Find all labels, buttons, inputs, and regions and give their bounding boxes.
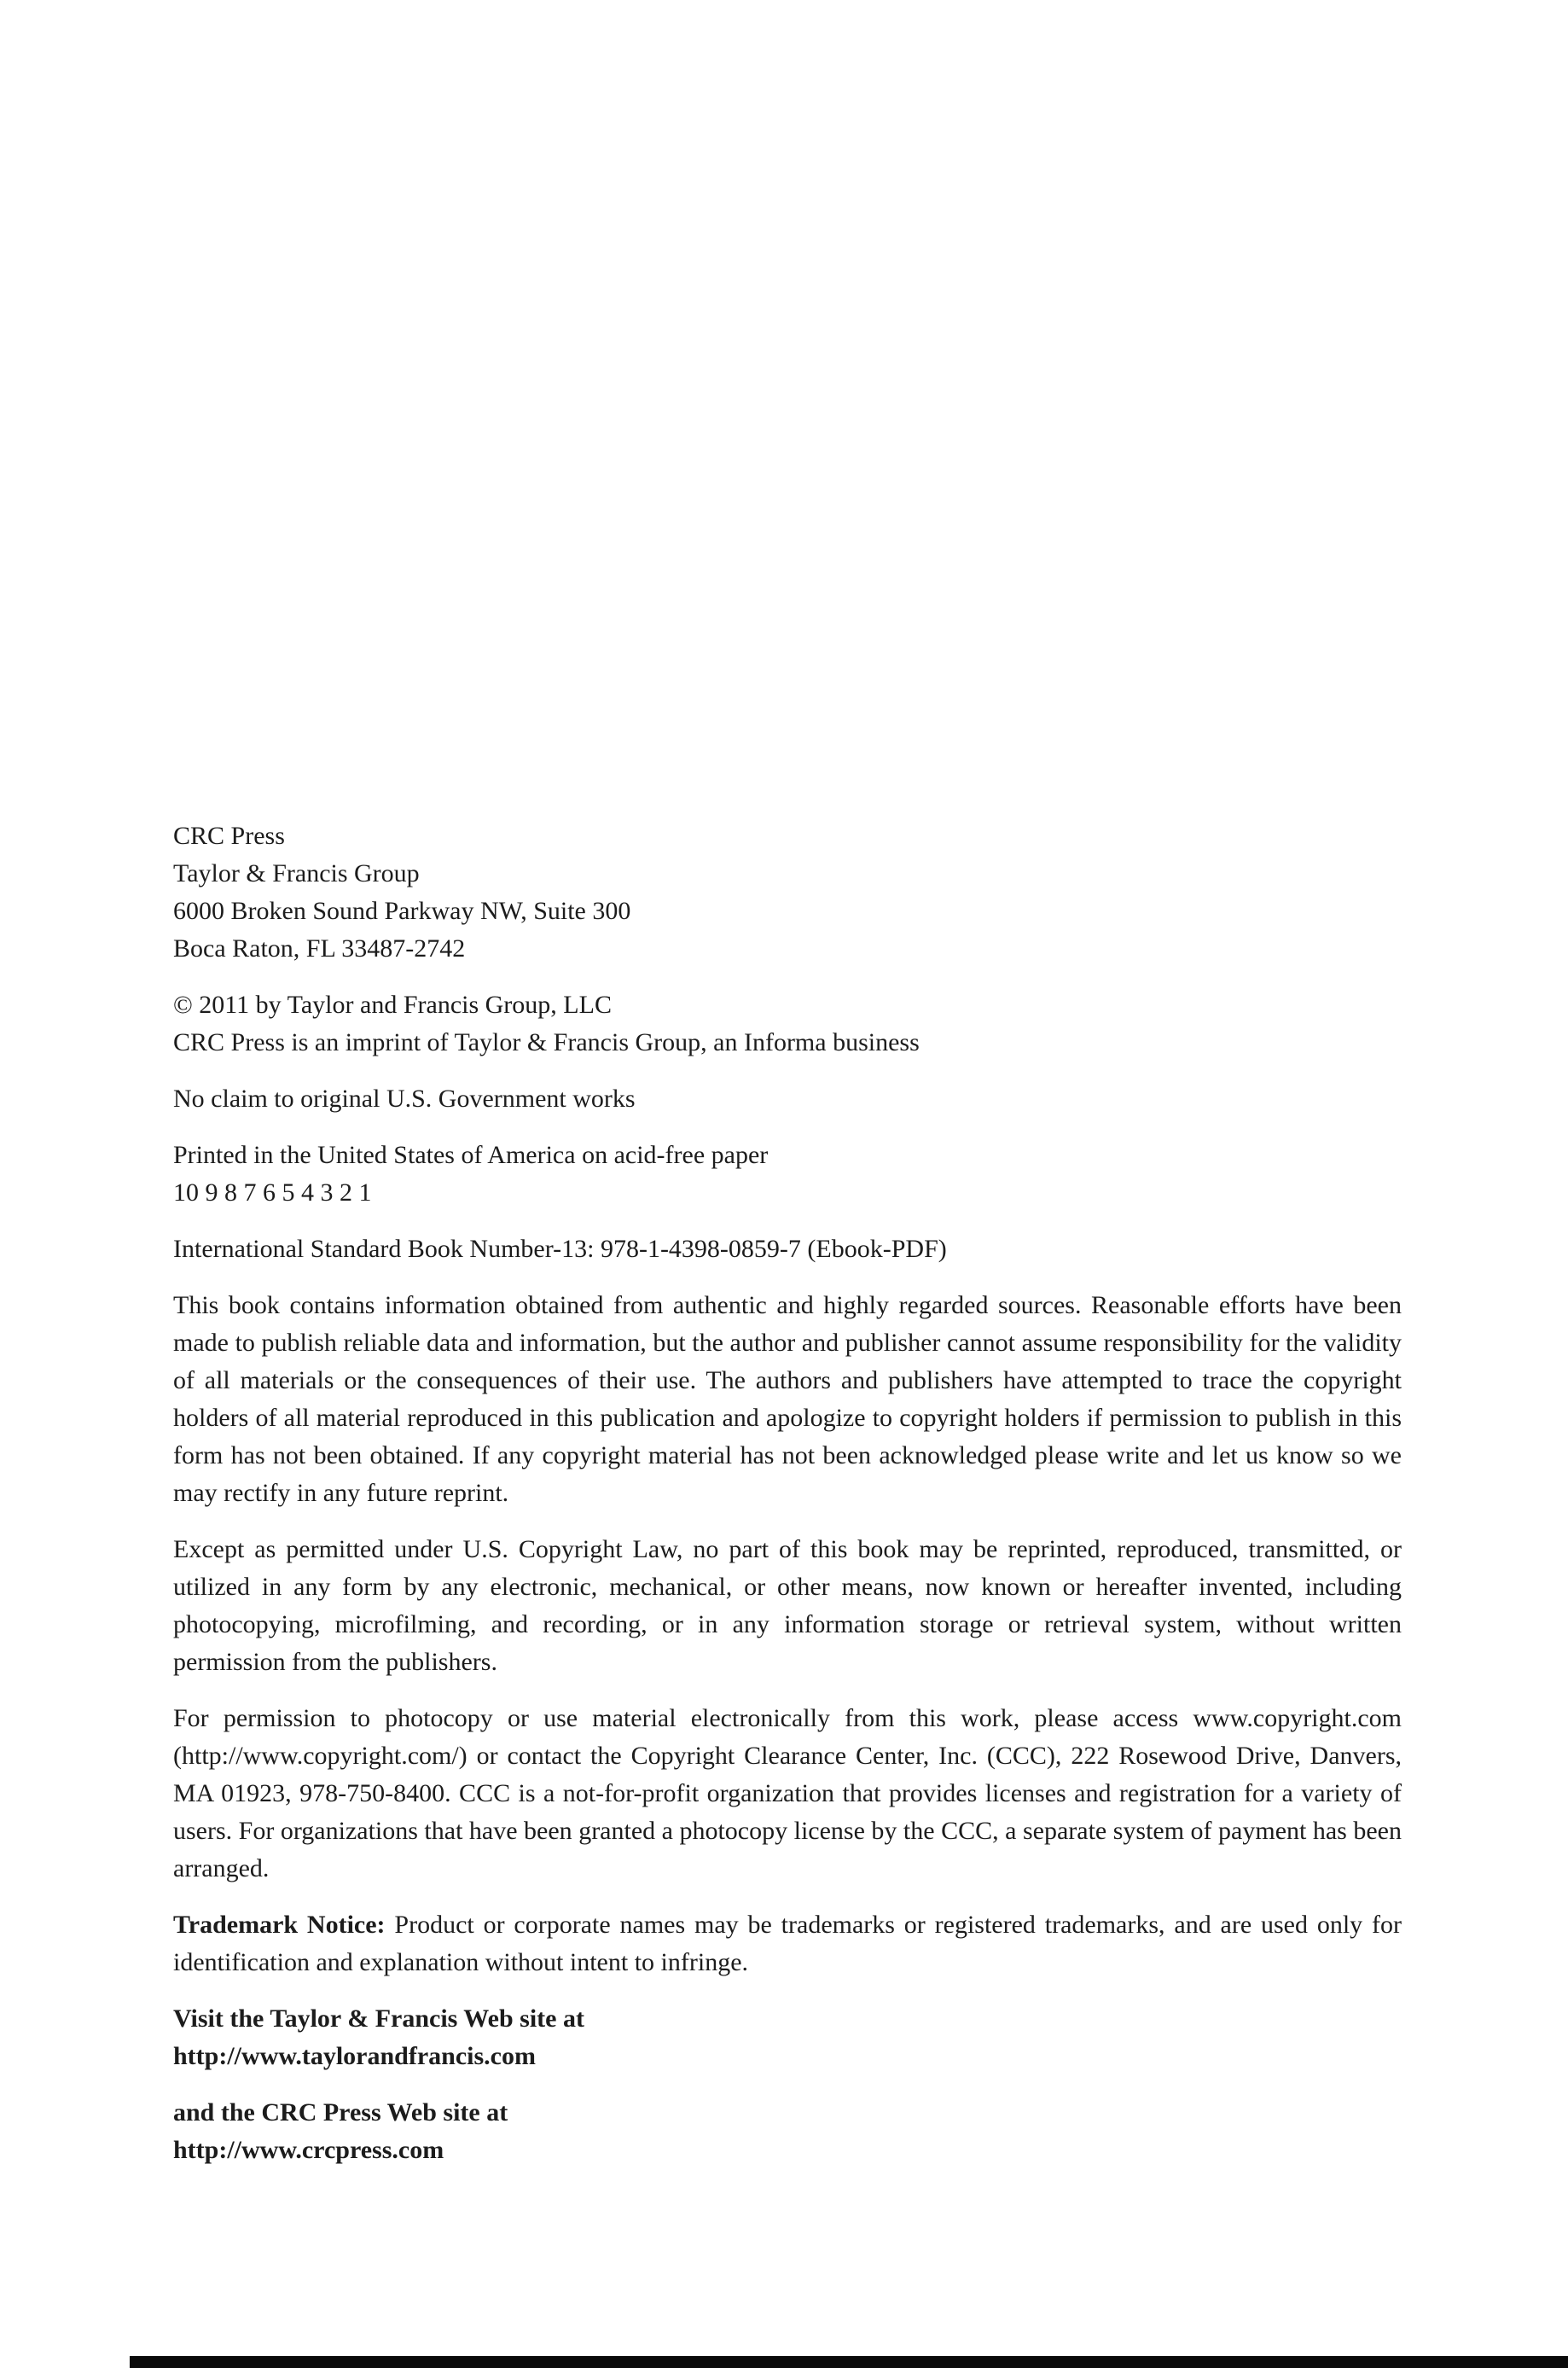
publisher-street: 6000 Broken Sound Parkway NW, Suite 300 [173, 897, 631, 925]
trademark-notice-text: Product or corporate names may be trademarks or registered trademarks, and are used only for identification and explanation without intent to infringe. [173, 1911, 1402, 1976]
taylor-francis-website-block [173, 2000, 1402, 2075]
printing-block [173, 1137, 1402, 1212]
printed-in-line: Printed in the United States of America on acid-free paper [173, 1141, 769, 1169]
publisher-group: Taylor & Francis Group [173, 859, 420, 887]
copyright-year-line: © 2011 by Taylor and Francis Group, LLC [173, 991, 612, 1019]
publisher-address-block [173, 817, 1402, 968]
page-bottom-edge-artifact [130, 2356, 1568, 2368]
photocopy-permission-paragraph: For permission to photocopy or use material electronically from this work, please access www.copyright.com (http://www.copyright.com/) or contact the Copyright Clearance Center, Inc. (CCC), 222 Rosewood Drive, Danvers, MA 01923, 978-750-8400. CCC is a not-for-profit organization that provides licenses and registration for a variety of users. For organizations that have been granted a photocopy license by the CCC, a separate system of payment has been arranged. [173, 1704, 1402, 1882]
no-claim-line: No claim to original U.S. Government works [173, 1085, 636, 1113]
copyright-law-paragraph: Except as permitted under U.S. Copyright Law, no part of this book may be reprinted, reproduced, transmitted, or utilized in any form by any electronic, mechanical, or other means, now known or hereafter invented, including photocopying, microfilming, and recording, or in any information storage or retrieval system, without written permission from the publishers. [173, 1535, 1402, 1676]
imprint-line: CRC Press is an imprint of Taylor & Francis Group, an Informa business [173, 1028, 920, 1056]
crc-press-website-intro: and the CRC Press Web site at [173, 2098, 508, 2127]
trademark-notice-paragraph [173, 1906, 1402, 1981]
crc-press-website-block [173, 2094, 1402, 2169]
no-claim-block [173, 1080, 1402, 1118]
print-run-numbers: 10 9 8 7 6 5 4 3 2 1 [173, 1178, 372, 1207]
taylor-francis-website-url: http://www.taylorandfrancis.com [173, 2042, 536, 2070]
publisher-city: Boca Raton, FL 33487-2742 [173, 934, 466, 963]
copyright-page-content [173, 817, 1402, 2188]
isbn-block [173, 1231, 1402, 1268]
crc-press-website-url: http://www.crcpress.com [173, 2136, 444, 2164]
taylor-francis-website-intro: Visit the Taylor & Francis Web site at [173, 2004, 584, 2033]
isbn-line: International Standard Book Number-13: 978-1-4398-0859-7 (Ebook-PDF) [173, 1235, 947, 1263]
copyright-block [173, 986, 1402, 1062]
sources-disclaimer-paragraph: This book contains information obtained from authentic and highly regarded sources. Reasonable efforts have been made to publish reliable data and information, but the author and publisher cannot assume responsibility for the validity of all materials or the consequences of their use. The authors and publishers have attempted to trace the copyright holders of all material reproduced in this publication and apologize to copyright holders if permission to publish in this form has not been obtained. If any copyright material has not been acknowledged please write and let us know so we may rectify in any future reprint. [173, 1291, 1402, 1507]
publisher-name: CRC Press [173, 822, 285, 850]
trademark-notice-label: Trademark Notice: [173, 1911, 386, 1939]
